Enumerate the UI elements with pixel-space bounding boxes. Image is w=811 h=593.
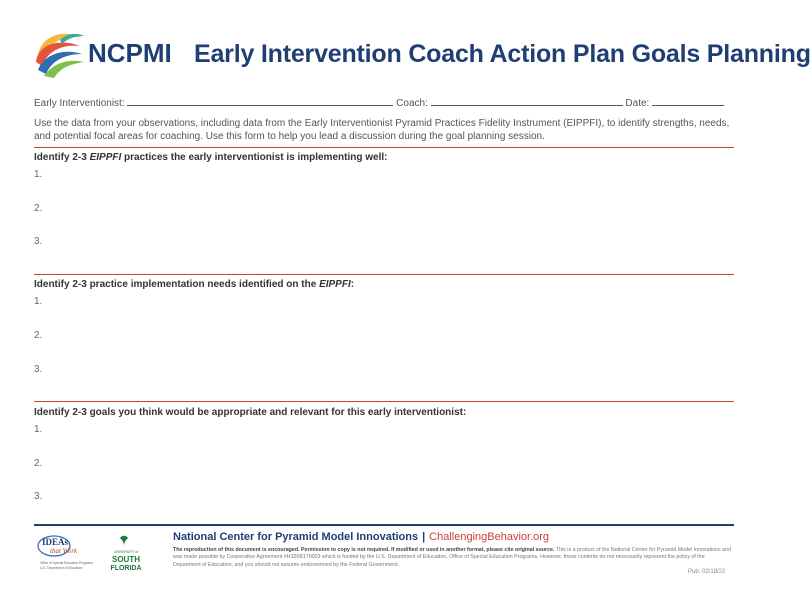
usf-logo — [104, 534, 148, 574]
section-heading-goals: Identify 2-3 goals you think would be appropriate and relevant for this early interventionist: — [34, 407, 467, 418]
ncpmi-logo — [34, 26, 174, 78]
list-item-number: 1. — [34, 424, 43, 435]
legal-notice — [173, 547, 733, 569]
list-item-number: 3. — [34, 364, 43, 375]
form-fields-row — [34, 96, 734, 109]
list-item-number: 2. — [34, 203, 43, 214]
list-item-number: 1. — [34, 296, 43, 307]
org-separator: | — [422, 531, 426, 543]
section-divider — [34, 147, 734, 148]
list-item-number: 2. — [34, 330, 43, 341]
ideas-logo-line4: U.S. Department of Education — [40, 566, 83, 570]
section-divider — [34, 401, 734, 402]
section-divider — [34, 274, 734, 275]
usf-logo-line1: UNIVERSITY of — [113, 550, 139, 554]
footer-divider — [34, 524, 734, 526]
date-field[interactable] — [652, 96, 724, 106]
usf-bull-icon — [120, 536, 128, 546]
list-item-number: 2. — [34, 458, 43, 469]
intro-paragraph: Use the data from your observations, including data from the Early Interventionist Pyramid Practices Fidelity Instrument (EIPPFI), to identify strengths, needs, and potential focal areas for coaching. Use this form to help you lead a discussion during the goal planning session. — [34, 118, 730, 142]
section-heading-needs: Identify 2-3 practice implementation needs identified on the EIPPFI: — [34, 279, 355, 290]
org-name: National Center for Pyramid Model Innovations — [173, 531, 419, 543]
footer-org-line — [173, 531, 549, 543]
interventionist-label: Early Interventionist: — [34, 98, 125, 109]
legal-notice-text: This is a product of the National Center for Pyramid Model Innovations and was made possible by Cooperative Agreement #H326B170003 which is funded by the U.S. Department of Education, Office of Special Education Programs. However, those contents do not necessarily represent the policy of the Department of Education, and you should not assume endorsement by the Federal Government. — [173, 547, 732, 568]
ncpmi-swirl-icon — [34, 26, 174, 78]
usf-logo-line2: SOUTH — [112, 555, 140, 564]
ideas-logo-line3: Office of Special Education Programs — [40, 561, 93, 565]
publication-date: Pub: 02/18/22 — [688, 569, 726, 575]
website-link[interactable]: ChallengingBehavior.org — [429, 531, 550, 543]
section-heading-strengths: Identify 2-3 EIPPFI practices the early interventionist is implementing well: — [34, 152, 388, 163]
ideas-logo-line2: that Work — [50, 547, 78, 555]
logo-wordmark: NCPMI — [88, 38, 172, 68]
coach-field[interactable] — [431, 96, 623, 106]
usf-logo-line3: FLORIDA — [110, 565, 142, 572]
date-label: Date: — [625, 98, 650, 109]
ideas-logo-line1: IDEAs — [42, 537, 69, 547]
ideas-that-work-logo — [36, 534, 93, 576]
list-item-number: 3. — [34, 236, 43, 247]
legal-notice-bold: The reproduction of this document is encouraged. Permission to copy is not required. If modified or used in another format, please cite original source. — [173, 547, 555, 553]
list-item-number: 3. — [34, 491, 43, 502]
page-title: Early Intervention Coach Action Plan Goals Planning — [194, 40, 811, 68]
list-item-number: 1. — [34, 169, 43, 180]
coach-label: Coach: — [396, 98, 428, 109]
interventionist-field[interactable] — [127, 96, 393, 106]
